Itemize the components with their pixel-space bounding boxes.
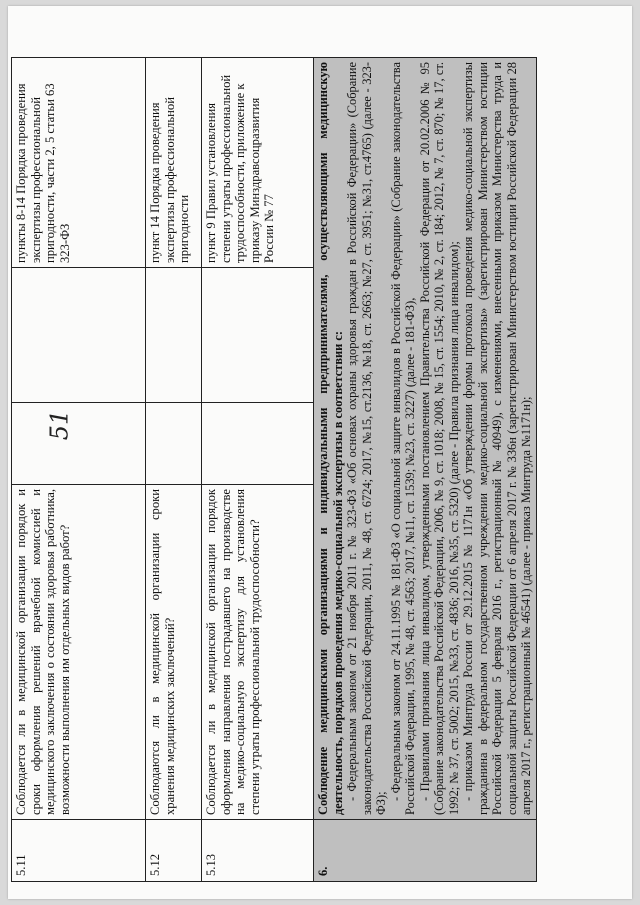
empty-cell (202, 403, 314, 485)
list-item: - Федеральным законом от 24.11.1995 № 181-ФЗ «О социальной защите инвалидов в Российской Федерации» (Собрание законодательства Российской Федерации, 1995, № 48, ст. 4563; 2017, №11, ст. 1539; №23, ст. 3227) (далее - 181-ФЗ), (388, 62, 417, 815)
list-item: - приказом Минтруда России от 29.12.2015 № 1171н «Об утверждении формы протокола проведения медико-социальной экспертизы гражданина в федеральном государственном учреждении медико-социальной экспертизы» (зарегистрирован Министерством юстиции Российской Федерации 5 февраля 2016 г., регистрационный № 40949), с изменениями, внесенными приказом Министерства труда и социальной защиты Российской Федерации от 6 апреля 2017 г. № 336н (зарегистрирован Министерством юстиции Российской Федерации 28 апреля 2017 г., регистрационный № 46541) (далее - приказ Минтруда №1171н); (461, 62, 533, 815)
section-number: 6. (314, 820, 537, 882)
question-text: Соблюдается ли в медицинской организации порядок и сроки оформления решений врачебной комиссией и медицинского заключения о состоянии здоровья работника, возможности выполнения им отдельных видов работ? (14, 489, 72, 815)
list-item: - Федеральным законом от 21 ноября 2011 г. № 323-ФЗ «Об основах охраны здоровья граждан в Российской Федерации» (Собрание законодательства Российской Федерации, 2011, № 48, ст. 6724; 2017, №15, ст.2136, №18, ст. 2663; №27, ст. 3951; №31, ст.4765) (далее - 323-ФЗ); (345, 62, 388, 815)
row-number: 5.13 (202, 820, 314, 882)
question-text: Соблюдается ли в медицинской организации порядок оформления направления пострадавшего на производстве на медико-социальную экспертизу для установления степени утраты профессиональной трудоспособности? (204, 489, 262, 815)
row-reference (146, 58, 202, 268)
reference-text: пункт 9 Правил установления степени утраты профессиональной трудоспособности, приложение к приказу Минздравсоцразвития России № 77 (204, 74, 277, 263)
row-number: 5.12 (146, 820, 202, 882)
row-reference (12, 58, 146, 268)
page-number: 51 (45, 409, 74, 441)
empty-cell (202, 268, 314, 403)
reference-text: пункт 14 Порядка проведения экспертизы профессиональной пригодности (148, 97, 192, 263)
list-item: - Правилами признания лица инвалидом, утвержденными постановлением Правительства Российской Федерации от 20.02.2006 № 95 (Собрание законодательства Российской Федерации, 2006, № 9, ст. 1018; 2008, № 15, ст. 1554; 2010, № 2, ст. 184; 2012, № 7, ст. 870; № 17, ст. 1992; № 37, ст. 5002; 2015, №33, ст. 4836; 2016, №35, ст. 5320) (далее - Правила признания лица инвалидом); (417, 62, 461, 815)
reference-text: пункты 8-14 Порядка проведения экспертизы профессиональной пригодности, части 2, 5 статьи 63 323-ФЗ (14, 83, 72, 263)
table-row (12, 58, 146, 882)
empty-cell (12, 268, 146, 403)
document-page (8, 6, 632, 899)
rotated-table-container (11, 58, 631, 882)
section-6-body (314, 58, 537, 820)
table-row (146, 58, 202, 882)
question-text: Соблюдаются ли в медицинской организации сроки хранения медицинских заключений? (148, 489, 177, 815)
row-question (146, 485, 202, 820)
empty-cell (146, 268, 202, 403)
row-reference (202, 58, 314, 268)
empty-cell (146, 403, 202, 485)
row-question (202, 485, 314, 820)
row-question (12, 485, 146, 820)
table-row (202, 58, 314, 882)
section-heading: Соблюдение медицинскими организациями и индивидуальными предпринимателями, осуществляющими медицинскую деятельность, порядков проведения медико-социальной экспертизы в соответствии с: (316, 62, 345, 815)
checklist-table (11, 57, 537, 882)
empty-cell (12, 403, 146, 485)
table-row-section-6 (314, 58, 537, 882)
row-number: 5.11 (12, 820, 146, 882)
